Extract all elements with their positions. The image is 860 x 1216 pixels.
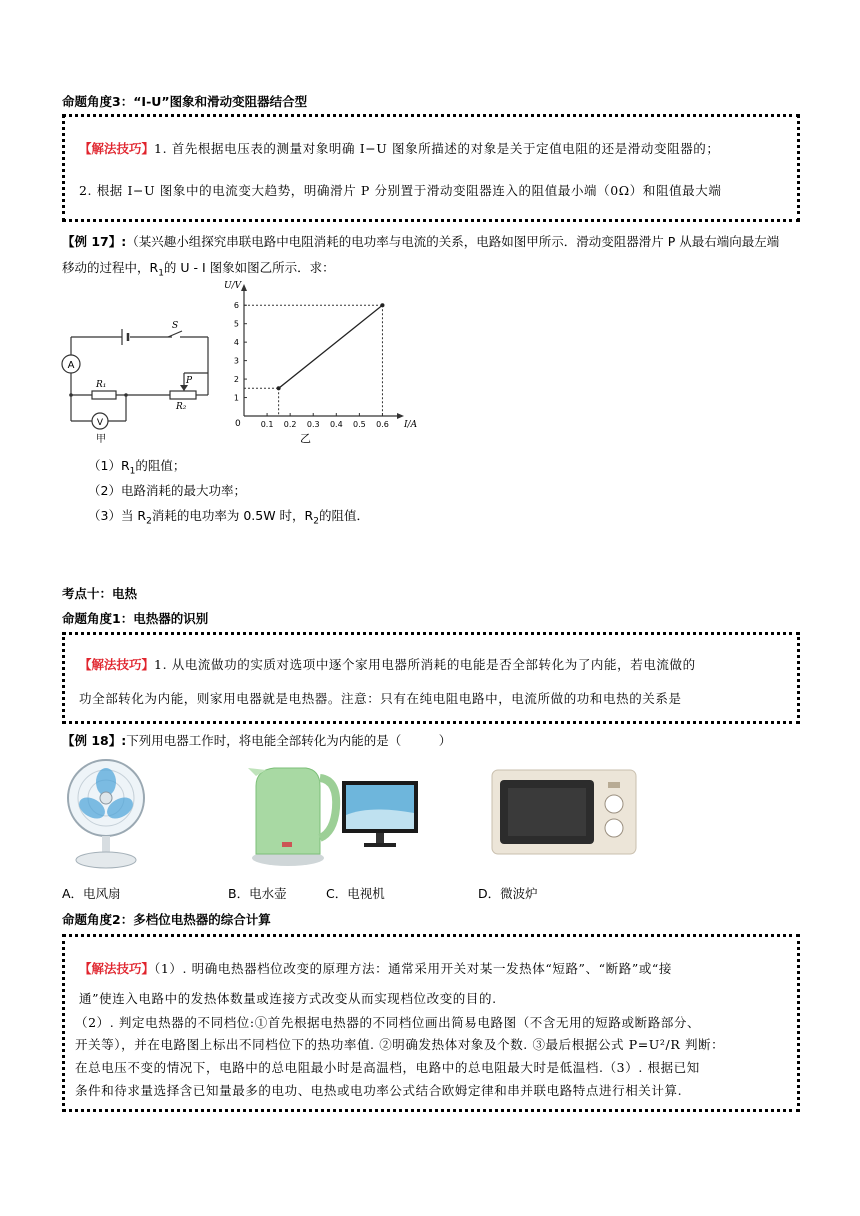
tip-c-line1-wrap [79,959,672,977]
x-tick-label: 0.2 [283,420,297,429]
tip-c-line1: （1）. 明确电热器档位改变的原理方法：通常采用开关对某一发热体“短路”、“断路”或“接 [154,961,673,976]
tip-c-line6: 条件和待求量选择含已知量最多的电功、电热或电功率公式结合欧姆定律和串并联电路特点进行相关计算. [75,1083,683,1098]
ui-chart [210,280,418,445]
x-tick-label: 0.3 [306,420,320,429]
tip3-line2: 2. 根据 I−U 图象中的电流变大趋势，明确滑片 P 分别置于滑动变阻器连入的阻值最小端（0Ω）和阻值最大端 [79,183,722,198]
example17-label: 【例 17】: [62,234,127,249]
circuit-caption: 甲 [96,434,106,445]
example17-line1 [62,232,779,250]
origin-label: 0 [235,419,241,429]
y-axis-label: U/V [224,281,242,291]
tip-c-line4: 开关等），并在电路图上标出不同档位下的热功率值. ②明确发热体对象及个数. ③最后根据公式 P=U²/R 判断： [75,1037,725,1052]
t: 移动的过程中，R [62,260,159,275]
t: 消耗的电功率为 0.5W 时，R [151,508,314,523]
slider-label: P [186,376,193,386]
tip1-line2: 功全部转化为内能，则家用电器就是电热器。注意：只有在纯电阻电路中，电流所做的功和电热的关系是 [79,691,682,706]
example17-line2 [62,258,335,279]
y-tick-label: 5 [233,319,239,329]
example18-text: 下列用电器工作时，将电能全部转化为内能的是（ ） [126,733,452,748]
y-tick-label: 6 [233,301,239,311]
switch-label: S [172,321,179,331]
data-point [277,386,281,390]
y-tick-label: 4 [233,338,239,348]
t: 的阻值． [318,508,369,523]
option-b[interactable]: B．电水壶 [228,886,287,901]
chart-caption: 乙 [300,432,311,445]
t: 的阻值； [135,458,186,473]
r2-label: R₂ [176,402,187,412]
series-line [279,305,383,388]
tip3-line1: 1. 首先根据电压表的测量对象明确 I−U 图象所描述的对象是关于定值电阻的还是滑动变阻器的； [154,141,720,156]
t: （1）R [88,458,130,473]
series-group [277,303,385,390]
t: 2 [313,516,319,527]
television-icon [340,775,420,855]
electric-kettle-icon [246,758,341,870]
angle3-title: 命题角度3：“I-U”图象和滑动变阻器结合型 [62,94,308,109]
example17-text1: （某兴趣小组探究串联电路中电阻消耗的电功率与电流的关系，电路如图甲所示．滑动变阻器滑片 P 从最右端向最左端 [126,234,780,249]
tip-box-angle3 [62,114,800,222]
data-point [380,303,384,307]
x-axis-arrow [397,413,404,419]
topic10-title: 考点十：电热 [62,586,138,601]
tip-c-line5: 在总电压不变的情况下，电路中的总电阻最小时是高温档，电路中的总电阻最大时是低温档.（3）. 根据已知 [75,1060,700,1075]
q1 [88,456,185,477]
tip-label: 【解法技巧】 [79,961,155,976]
r1-label: R₁ [96,380,107,390]
y-tick-label: 1 [233,393,239,403]
x-tick-label: 0.5 [353,420,366,429]
tip-c-line2: 通”使连入电路中的发热体数量或连接方式改变从而实现档位改变的目的. [79,991,497,1006]
x-tick-label: 0.1 [260,420,274,429]
circuit-diagram [60,315,220,445]
tip-c-line3: （2）. 判定电热器的不同档位:①首先根据电热器的不同档位画出简易电路图（不含无用的短路或断路部分、 [75,1015,701,1030]
angle1-title: 命题角度1：电热器的识别 [62,611,209,626]
tip-box-angle2 [62,934,800,1112]
q2: （2）电路消耗的最大功率； [88,483,246,498]
microwave-oven-icon [490,766,640,858]
t: 2 [146,516,152,527]
option-c[interactable]: C．电视机 [326,886,385,901]
q3 [88,506,369,527]
t: 1 [158,268,164,279]
y-tick-label: 2 [233,375,239,385]
tip-box-angle1 [62,632,800,724]
x-tick-label: 0.6 [376,420,389,429]
tip1-line1: 1. 从电流做功的实质对选项中逐个家用电器所消耗的电能是否全部转化为了内能，若电流做的 [154,657,696,672]
example18-label: 【例 18】: [62,733,127,748]
tip-label: 【解法技巧】 [79,657,155,672]
y-axis-arrow [241,284,247,291]
x-tick-label: 0.4 [329,420,343,429]
y-tick-label: 3 [233,356,239,366]
voltmeter-symbol: V [96,418,104,428]
x-axis-label: I/A [404,420,418,430]
ammeter-symbol: A [67,360,75,371]
tip3-line1-wrap [79,139,720,157]
electric-fan-icon [62,752,152,872]
t: （3）当 R [88,508,147,523]
tip-label: 【解法技巧】 [79,141,155,156]
example18-question [62,731,451,749]
angle2-title: 命题角度2：多档位电热器的综合计算 [62,912,271,927]
y-tick-group [234,301,247,402]
t: 1 [129,466,136,477]
option-d[interactable]: D．微波炉 [478,886,538,901]
tip1-line1-wrap [79,655,696,673]
t: 的 U - I 图象如图乙所示．求： [163,260,335,275]
option-a[interactable]: A．电风扇 [62,886,121,901]
